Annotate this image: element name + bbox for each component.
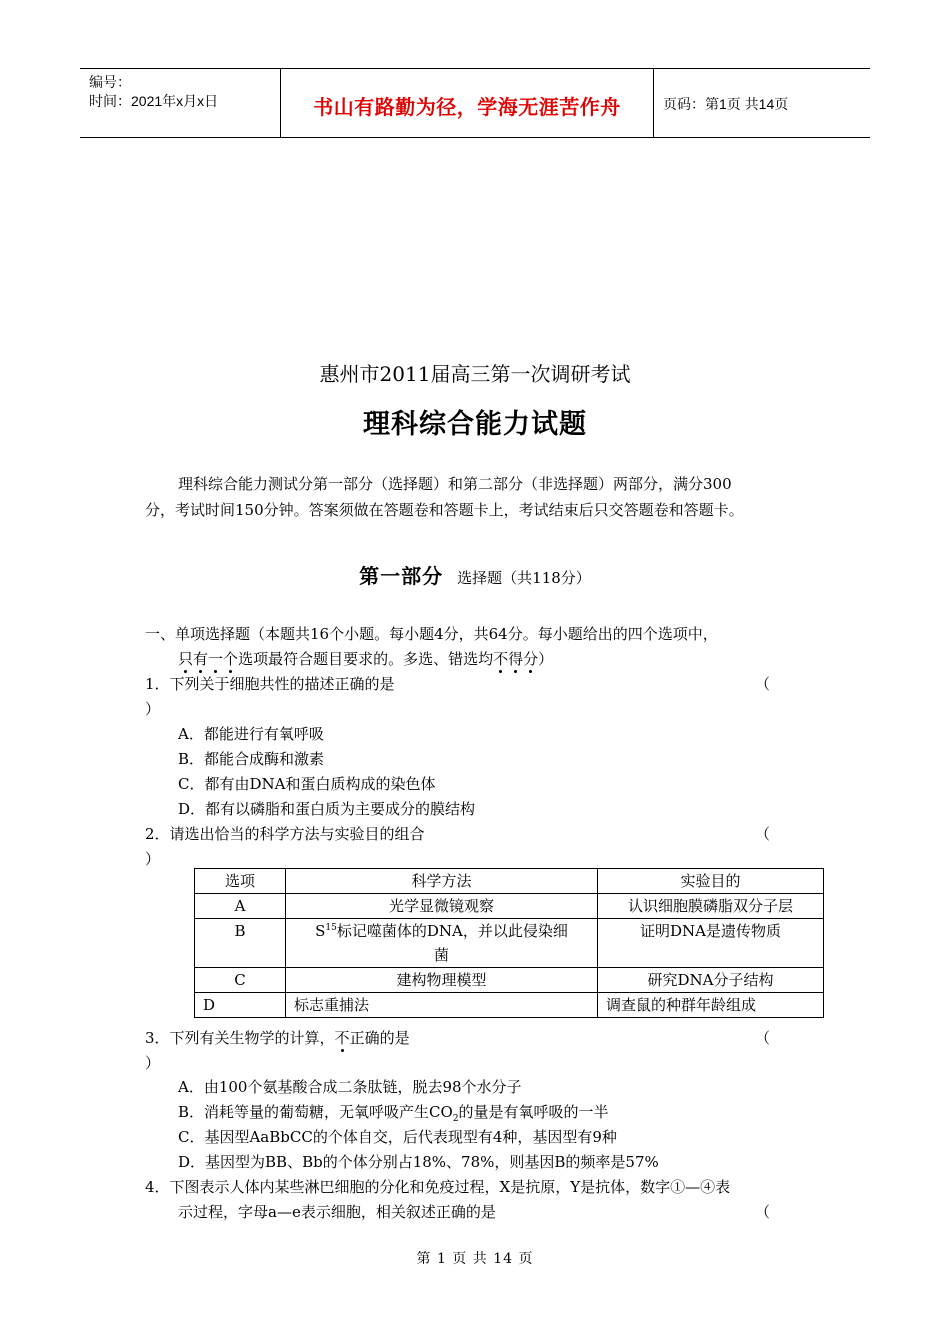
q3-option-b-pre: B．消耗等量的葡萄糖，无氧呼吸产生CO <box>178 1103 453 1121</box>
header-number-label: 编号： <box>89 74 131 90</box>
table-cell-option: A <box>195 894 286 919</box>
q3-paren-close: ） <box>145 1054 161 1072</box>
header-page-label: 页码：第1页 共14页 <box>663 96 789 112</box>
q3-stem <box>145 1027 410 1048</box>
page-footer: 第 1 页 共 14 页 <box>416 1251 534 1267</box>
q1-option-b: B．都能合成酶和激素 <box>178 750 325 768</box>
table-row <box>195 993 824 1018</box>
method-table <box>194 868 824 1018</box>
table-cell-goal: 证明DNA是遗传物质 <box>598 919 824 968</box>
table-row <box>195 919 824 968</box>
q2-paren-open: （ <box>755 825 771 843</box>
q2-paren-close: ） <box>145 850 161 868</box>
table-cell-method: 标志重捕法 <box>286 993 598 1018</box>
q3-option-c: C．基因型AaBbCC的个体自交，后代表现型有4种，基因型有9种 <box>178 1128 617 1146</box>
q3-stem-emphasis: 不 <box>334 1029 350 1047</box>
table-cell-method: 建构物理模型 <box>286 968 598 993</box>
method-superscript: 15 <box>325 923 337 933</box>
table-cell-method: 光学显微镜观察 <box>286 894 598 919</box>
intro-line-2: 分，考试时间150分钟。答案须做在答题卷和答题卡上，考试结束后只交答题卷和答题卡。 <box>145 501 744 519</box>
q3-paren-open: （ <box>755 1029 771 1047</box>
table-header-cell: 实验目的 <box>598 869 824 894</box>
table-cell-option: D <box>195 993 286 1018</box>
q1-option-d: D．都有以磷脂和蛋白质为主要成分的膜结构 <box>178 800 476 818</box>
q3-option-b <box>178 1101 609 1122</box>
exam-subtitle: 理科综合能力试题 <box>363 409 587 440</box>
part-heading <box>0 560 950 589</box>
table-header-cell: 科学方法 <box>286 869 598 894</box>
q1-paren-open: （ <box>755 675 771 693</box>
q4-paren-open: （ <box>755 1203 771 1221</box>
q1-option-a: A．都能进行有氧呼吸 <box>178 725 324 743</box>
method-text: 标记噬菌体的DNA，并以此侵染细 <box>336 922 568 940</box>
section1-line-2-end: ） <box>538 650 554 668</box>
method-text: S <box>315 922 326 940</box>
section1-line-2 <box>178 648 553 669</box>
page-header <box>80 68 870 138</box>
method-text: 菌 <box>433 946 449 964</box>
table-cell-goal: 研究DNA分子结构 <box>598 968 824 993</box>
dotted-emphasis-2: 不得分 <box>493 650 539 668</box>
q1-stem: 1．下列关于细胞共性的描述正确的是 <box>145 675 395 693</box>
dotted-emphasis: 只有一个 <box>178 650 239 668</box>
q3-stem-post: 正确的是 <box>349 1029 410 1047</box>
exam-title: 惠州市2011届高三第一次调研考试 <box>319 362 631 386</box>
q3-stem-pre: 3．下列有关生物学的计算， <box>145 1029 335 1047</box>
header-motto: 书山有路勤为径，学海无涯苦作舟 <box>313 97 621 119</box>
table-row <box>195 894 824 919</box>
section1-line-2-mid: 选项最符合题目要求的。多选、错选均 <box>238 650 494 668</box>
q1-paren-close: ） <box>145 700 161 718</box>
q1-option-c: C．都有由DNA和蛋白质构成的染色体 <box>178 775 436 793</box>
q2-stem: 2．请选出恰当的科学方法与实验目的组合 <box>145 825 425 843</box>
table-cell-option: C <box>195 968 286 993</box>
q3-option-b-post: 的量是有氧呼吸的一半 <box>458 1103 609 1121</box>
header-time-label: 时间：2021年x月x日 <box>89 93 219 109</box>
header-meta-cell <box>80 69 281 137</box>
header-motto-cell <box>281 69 654 137</box>
table-row <box>195 968 824 993</box>
header-page-cell <box>654 69 870 137</box>
intro-line-1: 理科综合能力测试分第一部分（选择题）和第二部分（非选择题）两部分，满分300 <box>178 475 732 493</box>
section1-line-1: 一、单项选择题（本题共16个小题。每小题4分，共64分。每小题给出的四个选项中， <box>145 625 718 643</box>
table-header-cell: 选项 <box>195 869 286 894</box>
q3-option-a: A．由100个氨基酸合成二条肽链，脱去98个水分子 <box>178 1078 522 1096</box>
part-title: 第一部分 <box>359 564 444 588</box>
table-cell-method <box>286 919 598 968</box>
table-cell-goal: 调查鼠的种群年龄组成 <box>598 993 824 1018</box>
q3-option-b-subscript: 2 <box>452 1114 459 1124</box>
q4-line-1: 4．下图表示人体内某些淋巴细胞的分化和免疫过程，X是抗原，Y是抗体，数字①—④表 <box>145 1178 731 1196</box>
part-subtitle: 选择题（共118分） <box>457 569 591 587</box>
q3-option-d: D．基因型为BB、Bb的个体分别占18%、78%，则基因B的频率是57% <box>178 1153 659 1171</box>
table-cell-option: B <box>195 919 286 968</box>
table-cell-goal: 认识细胞膜磷脂双分子层 <box>598 894 824 919</box>
table-header-row <box>195 869 824 894</box>
q4-line-2: 示过程，字母a—e表示细胞，相关叙述正确的是 <box>178 1203 496 1221</box>
